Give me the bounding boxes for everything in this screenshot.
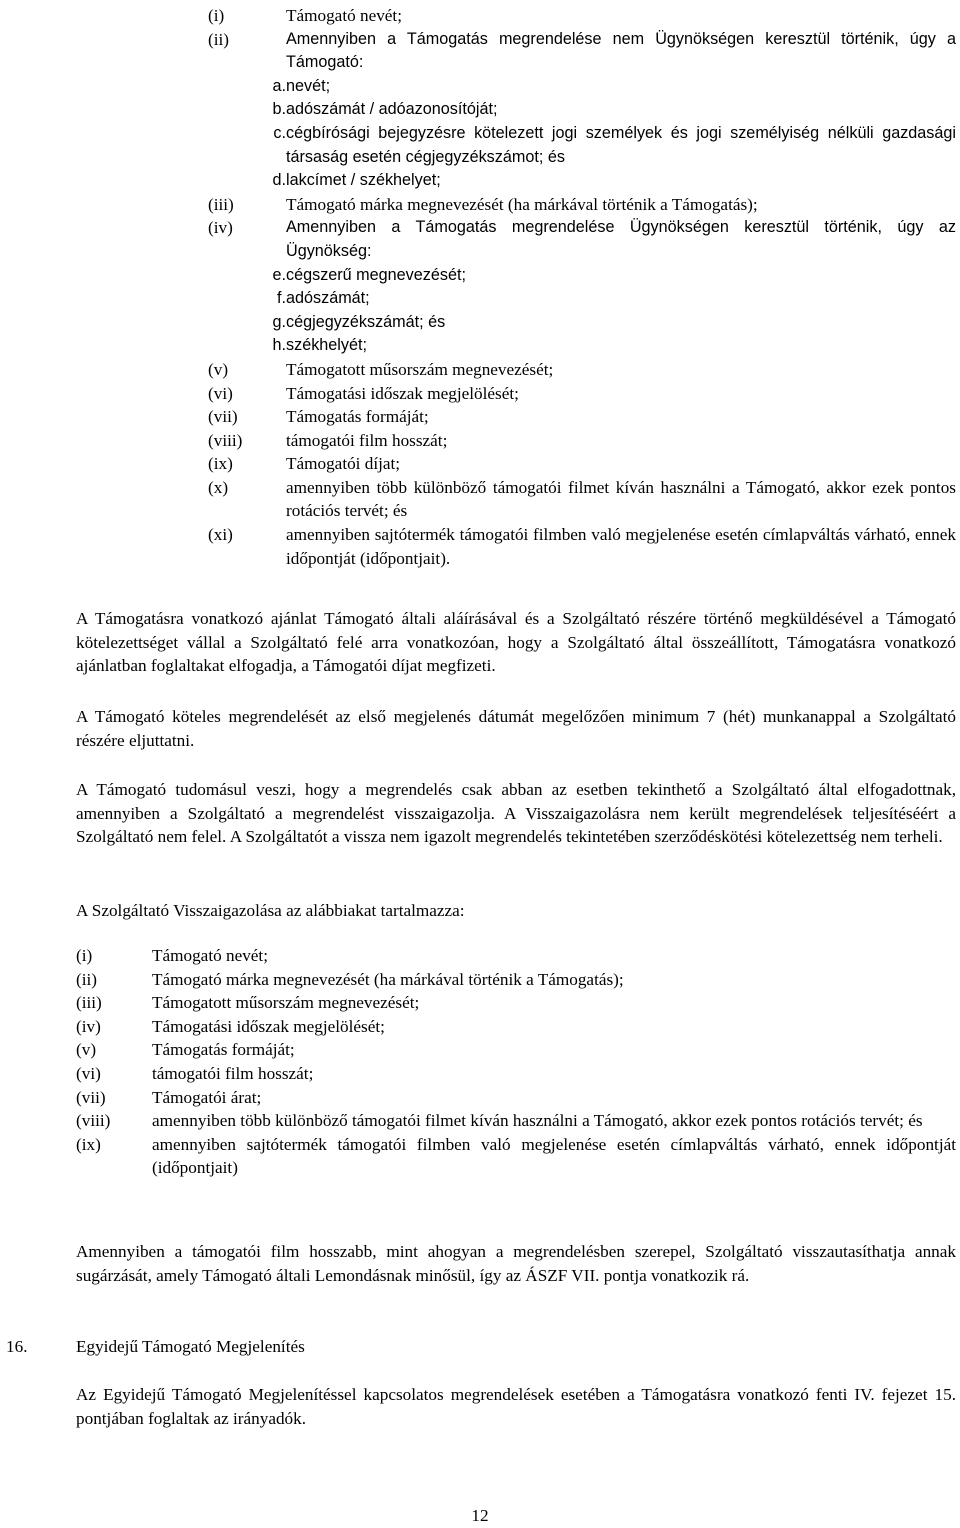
list-item xyxy=(76,1015,956,1039)
list-item xyxy=(208,523,956,570)
list-item-text: Támogatási időszak megjelölését; xyxy=(152,1016,385,1036)
list-item xyxy=(208,405,956,429)
list-item-text: támogatói film hosszát; xyxy=(152,1063,314,1083)
list-item xyxy=(76,991,956,1015)
list-item-text: Támogató nevét; xyxy=(152,946,268,965)
list-item xyxy=(208,382,956,406)
paragraph-confirmation-contents-intro: A Szolgáltató Visszaigazolása az alábbiakat tartalmazza: xyxy=(76,901,465,920)
confirmation-contents-list xyxy=(76,944,956,1180)
list-item-label: (viii) xyxy=(208,430,243,450)
sub-list-item-label: c. xyxy=(273,123,286,142)
list-item xyxy=(76,1086,956,1110)
list-item-label: (iv) xyxy=(208,218,233,238)
sub-list-item-label: g. xyxy=(272,312,286,331)
list-item-text: Támogatási időszak megjelölését; xyxy=(286,383,519,403)
list-item xyxy=(208,358,956,382)
list-item xyxy=(76,968,956,992)
sub-list-item xyxy=(208,264,956,288)
list-item-text: Támogatás formáját; xyxy=(152,1040,295,1060)
sub-list-item-text: cégbírósági bejegyzésre kötelezett jogi személyek és jogi személyiség nélküli gazdasági társaság esetén cégjegyzékszámot; és xyxy=(286,123,956,166)
list-item-label: (vii) xyxy=(208,407,238,427)
list-item xyxy=(76,944,956,968)
list-item-text: Támogatói díjat; xyxy=(286,454,401,474)
list-item-text: Támogató márka megnevezését (ha márkával történik a Támogatás); xyxy=(152,969,624,989)
order-requirements-list xyxy=(208,4,956,570)
list-item-label: (vii) xyxy=(76,1087,106,1107)
paragraph-order-deadline: A Támogató köteles megrendelését az első megjelenés dátumát megelőzően minimum 7 (hét) munkanappal a Szolgáltató részére eljuttatni. xyxy=(76,707,956,750)
paragraph-offer-acceptance: A Támogatásra vonatkozó ajánlat Támogató általi aláírásával és a Szolgáltató részére történő megküldésével a Támogató kötelezettséget vállal a Szolgáltató felé arra vonatkozóan, hogy a Szolgáltató által összeállított, Támogatásra vonatkozó ajánlatban foglaltakat elfogadja, a Támogatói díjat megfizeti. xyxy=(76,609,956,676)
list-item-label: (vi) xyxy=(208,383,233,403)
list-item-label: (vi) xyxy=(76,1063,101,1083)
list-item-text: Támogatás formáját; xyxy=(286,407,429,427)
list-item-text: Amennyiben a Támogatás megrendelése nem Ügynökségen keresztül történik, úgy a Támogató: xyxy=(286,29,956,72)
list-item-label: (iii) xyxy=(208,194,234,214)
sub-list-item xyxy=(208,334,956,358)
paragraph-film-length: Amennyiben a támogatói film hosszabb, mint ahogyan a megrendelésben szerepel, Szolgáltató visszautasíthatja annak sugárzását, amely Támogató általi Lemondásnak minősül, így az ÁSZF VII. pontja vonatkozik rá. xyxy=(76,1242,956,1285)
list-item-text: Támogatott műsorszám megnevezését; xyxy=(286,359,554,379)
sub-list-item xyxy=(208,169,956,193)
list-item xyxy=(76,1062,956,1086)
sub-list-item-text: cégszerű megnevezését; xyxy=(286,265,466,284)
sub-list-item-label: b. xyxy=(272,100,286,119)
list-item-label: (ii) xyxy=(76,969,97,989)
paragraph-simultaneous-display: Az Egyidejű Támogató Megjelenítéssel kapcsolatos megrendelések esetében a Támogatásra vonatkozó fenti IV. fejezet 15. pontjában foglaltak az irányadók. xyxy=(76,1385,956,1428)
sub-list-item xyxy=(208,122,956,169)
list-item xyxy=(208,452,956,476)
list-item-text: Támogató nevét; xyxy=(286,6,402,25)
list-item-text: amennyiben sajtótermék támogatói filmben való megjelenése esetén címlapváltás várható, ennek időpontját (időpontjait) xyxy=(152,1134,956,1178)
list-item-label: (iii) xyxy=(76,993,102,1013)
paragraph-order-confirmation: A Támogató tudomásul veszi, hogy a megrendelés csak abban az esetben tekinthető a Szolgáltató által elfogadottnak, amennyiben a Szolgáltató a megrendelést visszaigazolja. A Visszaigazolásra nem került megrendelések teljesítéséért a Szolgáltató nem felel. A Szolgáltatót a vissza nem igazolt megrendelés tekintetében szerződéskötési kötelezettség nem terheli. xyxy=(76,780,956,847)
list-item-label: (i) xyxy=(76,946,93,965)
sub-list-item xyxy=(208,287,956,311)
list-item-label: (x) xyxy=(208,477,229,497)
list-item xyxy=(208,28,956,75)
sub-list-item-text: adószámát; xyxy=(286,289,370,308)
sub-list-item-text: nevét; xyxy=(286,76,331,95)
list-item xyxy=(76,1133,956,1180)
list-item-text: Támogatói árat; xyxy=(152,1087,262,1107)
list-item-label: (ix) xyxy=(208,454,233,474)
sub-list-item-text: székhelyét; xyxy=(286,336,367,355)
sub-list-item-text: adószámát / adóazonosítóját; xyxy=(286,100,498,119)
list-item-label: (ii) xyxy=(208,29,229,49)
list-item xyxy=(76,1038,956,1062)
list-item-text: amennyiben több különböző támogatói filmet kíván használni a Támogató, akkor ezek pontos rotációs tervét; és xyxy=(286,477,956,521)
list-item-label: (xi) xyxy=(208,525,233,545)
sub-list-item-label: e. xyxy=(272,265,286,284)
list-item-label: (i) xyxy=(208,6,225,25)
list-item-label: (v) xyxy=(76,1040,97,1060)
list-item-label: (viii) xyxy=(76,1111,111,1131)
list-item xyxy=(76,1109,956,1133)
sub-list-item-label: d. xyxy=(272,171,286,190)
list-item xyxy=(208,216,956,263)
sub-list-item-text: lakcímet / székhelyet; xyxy=(286,171,441,190)
list-item-label: (v) xyxy=(208,359,229,379)
list-item-label: (ix) xyxy=(76,1134,101,1154)
list-item xyxy=(208,476,956,523)
sub-list-item-label: h. xyxy=(272,336,286,355)
sub-list-item-text: cégjegyzékszámát; és xyxy=(286,312,446,331)
list-item xyxy=(208,4,956,28)
list-item xyxy=(208,429,956,453)
list-item-text: amennyiben több különböző támogatói filmet kíván használni a Támogató, akkor ezek pontos rotációs tervét; és xyxy=(152,1111,923,1131)
sub-list-item-label: f. xyxy=(277,289,286,308)
list-item-label: (iv) xyxy=(76,1016,101,1036)
page-number: 12 xyxy=(471,1506,489,1525)
sub-list-item xyxy=(208,98,956,122)
list-item-text: Támogató márka megnevezését (ha márkával történik a Támogatás); xyxy=(286,194,758,214)
list-item xyxy=(208,193,956,217)
list-item-text: támogatói film hosszát; xyxy=(286,430,448,450)
list-item-text: amennyiben sajtótermék támogatói filmben való megjelenése esetén címlapváltás várható, ennek időpontját (időpontjait). xyxy=(286,525,956,568)
sub-list-item xyxy=(208,75,956,99)
sub-list-item xyxy=(208,311,956,335)
list-item-text: Támogatott műsorszám megnevezését; xyxy=(152,993,420,1013)
section-title: Egyidejű Támogató Megjelenítés xyxy=(76,1337,305,1356)
sub-list-item-label: a. xyxy=(272,76,286,95)
list-item-text: Amennyiben a Támogatás megrendelése Ügynökségen keresztül történik, úgy az Ügynökség: xyxy=(286,218,956,260)
section-number: 16. xyxy=(6,1337,28,1356)
